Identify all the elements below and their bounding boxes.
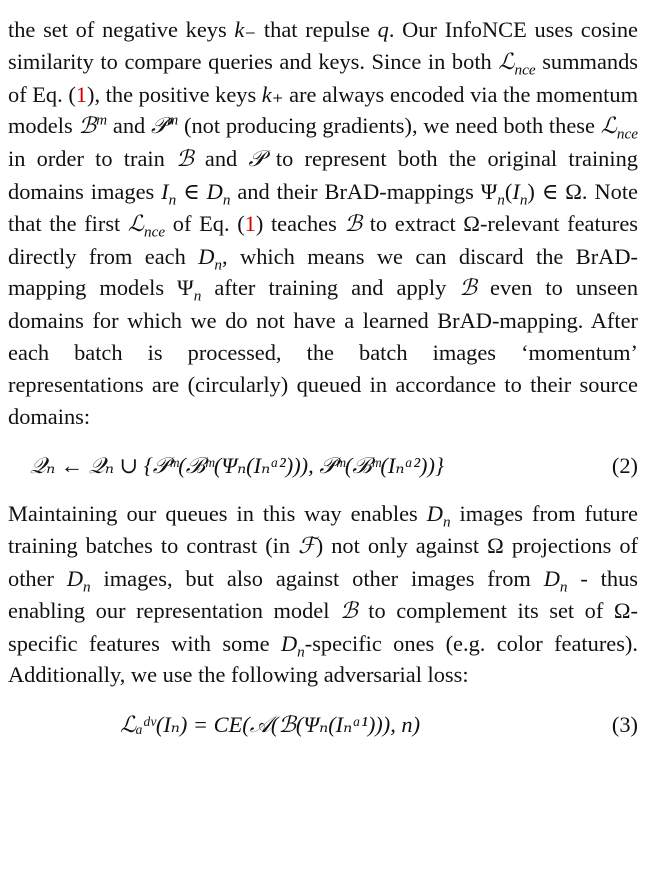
text-span: (	[504, 178, 513, 204]
equation-3	[8, 691, 638, 757]
text-span: the set of negative keys	[8, 17, 235, 42]
math-sub-n: n	[193, 287, 202, 305]
text-span: to represent both the original training domains images	[8, 146, 638, 204]
equation-3-body: ℒₐᵈᵛ(Iₙ) = CE(𝒜(ℬ(Ψₙ(Iₙᵃ¹))), n)	[120, 712, 421, 738]
text-span: that repulse	[256, 17, 378, 42]
math-sup-m: m	[96, 111, 108, 129]
math-D: D	[280, 630, 298, 656]
math-L: ℒ	[498, 48, 515, 75]
text-span: to complement its set of Ω-specific features with some	[8, 597, 639, 656]
math-D: D	[543, 565, 560, 591]
equation-reference-link[interactable]: 1	[75, 81, 87, 107]
math-element-of: ∈	[176, 178, 207, 204]
equation-2-body: 𝒬ₙ ← 𝒬ₙ ∪ {𝒫ᵐ(ℬᵐ(Ψₙ(Iₙᵃ²))), 𝒫ᵐ(ℬᵐ(Iₙᵃ²))}	[30, 453, 444, 479]
text-span: ) ∈ Ω. Note that the first	[8, 178, 638, 236]
math-B: ℬ	[459, 275, 477, 302]
math-B: ℬ	[78, 113, 97, 140]
text-span: images, but also against other images from	[90, 565, 544, 591]
math-sub-n: n	[168, 191, 177, 209]
math-sup-m: m	[167, 111, 179, 129]
text-span: in order to train	[8, 146, 177, 172]
math-sub-nce: nce	[514, 61, 536, 79]
math-B: ℬ	[340, 597, 358, 624]
math-sub-n: n	[83, 578, 91, 596]
math-L: ℒ	[600, 113, 617, 140]
math-D: D	[66, 565, 84, 591]
text-span: ) teaches	[255, 210, 345, 236]
text-span: -specific ones (e.g. color features). Additionally, we use the following adversarial loss:	[8, 630, 638, 688]
paper-page	[8, 14, 638, 757]
text-span: and	[193, 146, 249, 172]
text-span: (not producing gradients), we need both these	[178, 113, 601, 139]
math-sub-n: n	[214, 256, 223, 274]
math-sub-n: n	[519, 191, 528, 209]
math-sub-n: n	[297, 643, 305, 661]
text-span: even to unseen domains for which we do not have a learned BrAD-mapping. After each batch is processed, the batch images ‘momentum’ representations are (circularly) queued in accordance to their source domains:	[8, 275, 639, 429]
text-span: and	[107, 113, 152, 139]
math-I: I	[512, 178, 520, 204]
text-span: images from future training batches to contrast (in	[8, 501, 638, 559]
math-B: ℬ	[176, 146, 194, 173]
text-span: Maintaining our queues in this way enables	[8, 501, 427, 527]
text-span: ) not only against Ω projections of other	[8, 533, 639, 591]
equation-2-number: (2)	[611, 453, 638, 479]
text-span: of Eq. (	[165, 210, 245, 236]
paragraph-queues	[8, 498, 638, 691]
paragraph-infonce	[8, 14, 638, 432]
math-P: 𝒫	[151, 113, 168, 140]
text-span: - thus enabling our representation model	[8, 565, 638, 623]
equation-3-number: (3)	[611, 712, 638, 738]
math-P: 𝒫	[248, 146, 265, 173]
math-q: q	[377, 17, 389, 42]
text-span: to extract Ω-relevant features directly from each	[8, 210, 638, 269]
math-sub-n: n	[222, 191, 231, 209]
math-k-minus: k₋	[234, 17, 257, 42]
text-span: summands of Eq. (	[8, 48, 638, 107]
math-D: D	[426, 501, 443, 527]
math-sub-nce: nce	[144, 223, 166, 241]
math-D: D	[198, 243, 215, 269]
math-k-plus: k₊	[261, 81, 284, 107]
math-Psi: Ψ	[480, 178, 498, 204]
text-span: are always encoded via the momentum models	[8, 81, 638, 139]
equation-reference-link[interactable]: 1	[244, 210, 256, 236]
math-D: D	[206, 178, 223, 204]
math-sub-n: n	[497, 191, 505, 209]
math-F: ℱ	[298, 533, 316, 560]
math-sub-nce: nce	[616, 125, 639, 143]
text-span: , which means we can discard the BrAD-mapping models	[8, 243, 638, 301]
math-Psi: Ψ	[177, 275, 194, 301]
text-span: after training and apply	[201, 275, 460, 301]
math-B: ℬ	[344, 210, 363, 237]
math-sub-n: n	[442, 513, 451, 531]
text-span: and their BrAD-mappings	[230, 178, 481, 204]
math-I: I	[161, 178, 169, 204]
equation-2	[8, 432, 638, 498]
math-L: ℒ	[127, 210, 145, 237]
math-sub-n: n	[559, 578, 568, 596]
text-span: ), the positive keys	[87, 81, 262, 107]
text-span: . Our InfoNCE uses cosine similarity to compare queries and keys. Since in both	[8, 17, 638, 74]
